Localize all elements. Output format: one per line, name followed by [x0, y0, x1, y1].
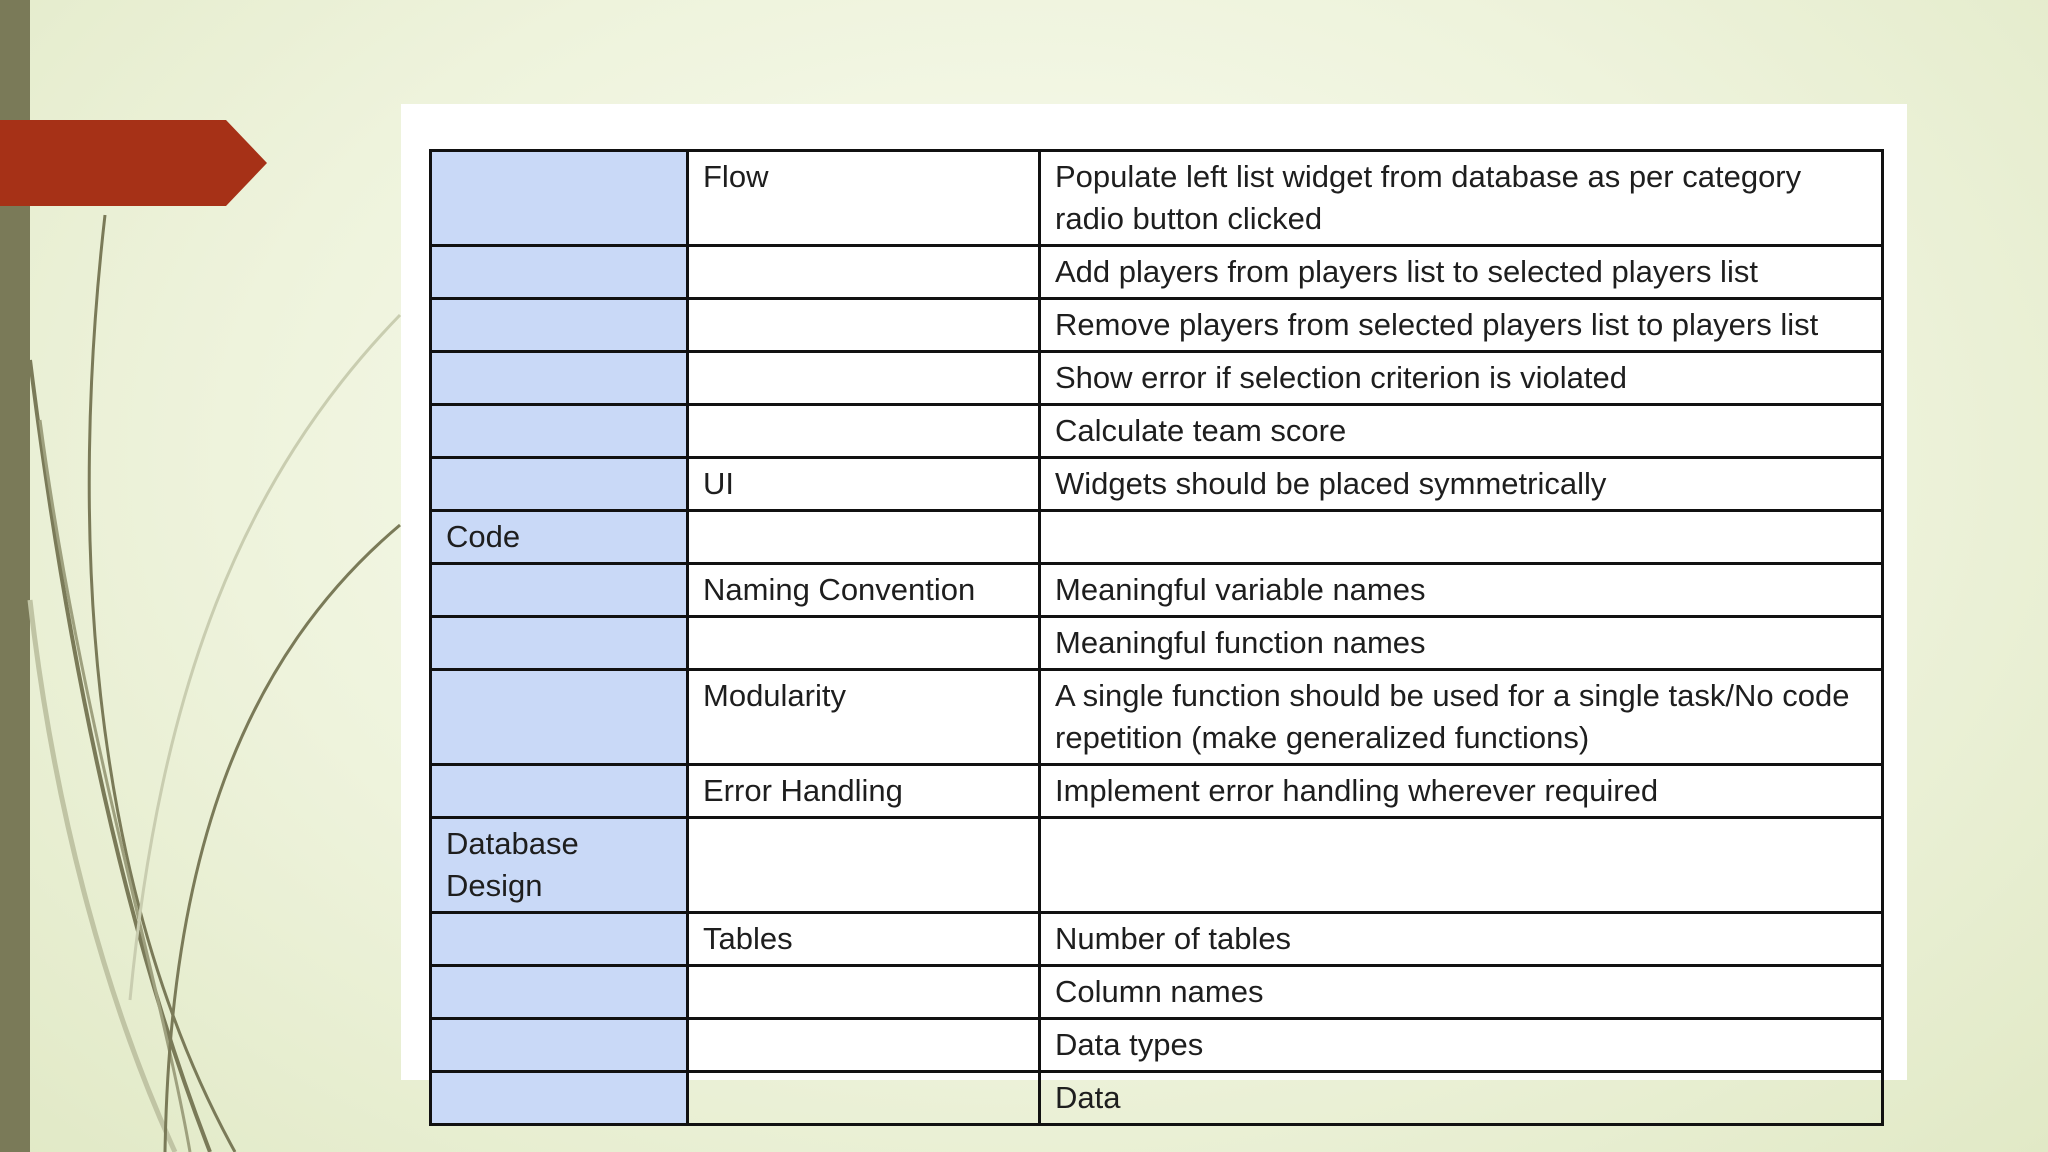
description-cell: Meaningful function names [1040, 617, 1883, 670]
category-cell: Code [431, 511, 688, 564]
table-row [431, 246, 1883, 299]
category-cell [431, 458, 688, 511]
table-row [431, 1072, 1883, 1125]
table-row [431, 1019, 1883, 1072]
category-cell [431, 617, 688, 670]
criterion-cell: Modularity [688, 670, 1040, 765]
description-cell: Show error if selection criterion is violated [1040, 352, 1883, 405]
criterion-cell: UI [688, 458, 1040, 511]
table-row [431, 966, 1883, 1019]
category-cell: Database Design [431, 818, 688, 913]
criterion-cell [688, 818, 1040, 913]
criterion-cell: Naming Convention [688, 564, 1040, 617]
description-cell: Add players from players list to selected players list [1040, 246, 1883, 299]
description-cell: Implement error handling wherever required [1040, 765, 1883, 818]
criterion-cell [688, 617, 1040, 670]
table-row [431, 352, 1883, 405]
table-row [431, 299, 1883, 352]
table-row [431, 765, 1883, 818]
category-cell [431, 564, 688, 617]
table-row [431, 458, 1883, 511]
table-row [431, 670, 1883, 765]
category-cell [431, 913, 688, 966]
criterion-cell: Error Handling [688, 765, 1040, 818]
category-cell [431, 765, 688, 818]
criterion-cell: Tables [688, 913, 1040, 966]
criterion-cell [688, 299, 1040, 352]
description-cell [1040, 511, 1883, 564]
category-cell [431, 966, 688, 1019]
table-row [431, 151, 1883, 246]
description-cell: Column names [1040, 966, 1883, 1019]
category-cell [431, 1019, 688, 1072]
description-cell: Number of tables [1040, 913, 1883, 966]
criterion-cell [688, 352, 1040, 405]
table-row [431, 564, 1883, 617]
criterion-cell [688, 511, 1040, 564]
table-row [431, 617, 1883, 670]
criterion-cell [688, 966, 1040, 1019]
category-cell [431, 352, 688, 405]
criterion-cell [688, 405, 1040, 458]
description-cell [1040, 818, 1883, 913]
category-cell [431, 299, 688, 352]
category-cell [431, 670, 688, 765]
table-row [431, 818, 1883, 913]
description-cell: Data types [1040, 1019, 1883, 1072]
criterion-cell [688, 246, 1040, 299]
description-cell: Populate left list widget from database as per category radio button clicked [1040, 151, 1883, 246]
description-cell: Data [1040, 1072, 1883, 1125]
category-cell [431, 246, 688, 299]
description-cell: Calculate team score [1040, 405, 1883, 458]
category-cell [431, 405, 688, 458]
description-cell: Meaningful variable names [1040, 564, 1883, 617]
category-cell [431, 1072, 688, 1125]
table-row [431, 913, 1883, 966]
category-cell [431, 151, 688, 246]
criterion-cell [688, 1019, 1040, 1072]
description-cell: Remove players from selected players list to players list [1040, 299, 1883, 352]
table-row [431, 405, 1883, 458]
description-cell: A single function should be used for a single task/No code repetition (make generalized functions) [1040, 670, 1883, 765]
table-row [431, 511, 1883, 564]
decorative-curves [0, 0, 420, 1152]
criterion-cell: Flow [688, 151, 1040, 246]
rubric-table [429, 149, 1884, 1126]
description-cell: Widgets should be placed symmetrically [1040, 458, 1883, 511]
criterion-cell [688, 1072, 1040, 1125]
table-card [401, 104, 1907, 1115]
